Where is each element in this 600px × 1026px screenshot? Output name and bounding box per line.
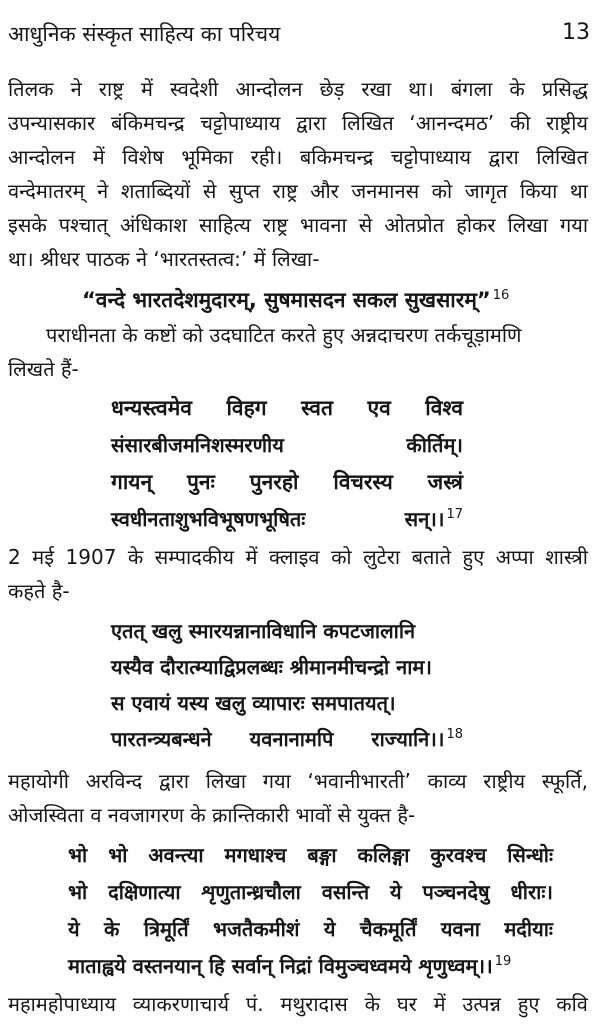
word: भो	[68, 880, 88, 904]
word: और	[310, 179, 339, 203]
text-line	[8, 174, 588, 208]
word: भावना	[300, 213, 347, 237]
word: व्याकरणाचार्य	[132, 992, 230, 1016]
word: कुरवश्च	[430, 843, 487, 867]
word: द्वारा	[158, 769, 190, 793]
text-line	[8, 208, 588, 242]
word: बंगला	[450, 77, 493, 101]
word: मदीयाः	[504, 917, 553, 941]
word: स्वदेशी	[170, 77, 219, 101]
word: इसके	[8, 213, 47, 237]
word: लिखित	[341, 111, 394, 135]
word: ये	[323, 917, 336, 941]
word: हुए	[462, 545, 485, 569]
word: बकिमचन्द्र	[299, 145, 374, 169]
word: के	[509, 77, 525, 101]
word: में	[92, 145, 105, 169]
verse-line	[111, 684, 396, 722]
running-title: आधुनिक संस्कृत साहित्य का परिचय	[8, 22, 281, 46]
word: भजतैकमीशं	[213, 917, 300, 941]
word: मगधाश्च	[224, 843, 287, 867]
quotation-text: “वन्दे भारतदेशमुदारम्, सुषमासदन सकल सुखसारम्”	[82, 288, 491, 312]
word: होकर	[456, 213, 496, 237]
text-line	[8, 140, 588, 174]
word: था।	[408, 77, 434, 101]
footnote-marker: 16	[492, 288, 510, 303]
word: वसन्ति	[321, 880, 370, 904]
word: शताब्दियों	[120, 179, 191, 203]
text-line	[8, 106, 588, 140]
text-line	[8, 987, 588, 1021]
word: जनमानस	[351, 179, 420, 203]
word: पञ्चनदेषु	[422, 880, 490, 904]
word: मई	[32, 545, 55, 569]
word: 2	[8, 545, 21, 569]
word: विशेष	[122, 145, 164, 169]
word: लिखित	[536, 145, 588, 169]
verse-line	[111, 720, 463, 758]
word: कलिङ्गा	[357, 843, 410, 867]
word: राष्ट्रीय	[546, 111, 588, 135]
text-line: ओजस्विता व नवजागरण के क्रान्तिकारी भावों से युक्त है-	[8, 803, 416, 827]
word: सम्पादकीय	[154, 545, 234, 569]
word: कीर्तिम्।	[406, 433, 463, 457]
verse-line	[111, 463, 463, 501]
verse-text: यस्यैव दौरात्म्याद्विप्रलब्धः श्रीमानमीचन्द्रो नाम।	[111, 655, 432, 679]
page-number: 13	[562, 20, 590, 45]
word: भो	[68, 843, 88, 867]
word: शास्त्री	[545, 545, 588, 569]
word: राष्ट्र	[272, 179, 298, 203]
word: स्वत	[301, 396, 333, 420]
word: तिलक	[8, 77, 54, 101]
word: गया	[262, 769, 291, 793]
verse-text: माताह्वये वस्तनयान् हि सर्वान् निद्रां विमुञ्चध्वमये शृणुध्वम्।।	[68, 954, 493, 978]
verse-line	[68, 836, 553, 874]
word: अप्पा	[495, 545, 534, 569]
word: ‘भवानीभारती’	[307, 769, 411, 793]
verse-line	[68, 947, 511, 985]
word: महामहोपाध्याय	[8, 992, 116, 1016]
word: प्रसिद्ध	[541, 77, 588, 101]
word: राष्ट्र	[98, 77, 124, 101]
verse-line	[111, 648, 432, 686]
verse-line	[111, 500, 463, 538]
word: की	[509, 111, 531, 135]
word: त्रिमूर्तिं	[143, 917, 189, 941]
word: उपन्यासकार	[8, 111, 96, 135]
word: अंधिकाश	[119, 213, 187, 237]
word: ओतप्रोत	[384, 213, 445, 237]
word: राष्ट्रीय	[483, 769, 526, 793]
word: भूमिका	[181, 145, 234, 169]
word: से	[202, 179, 217, 203]
word: काव्य	[427, 769, 467, 793]
verse-line	[111, 426, 463, 464]
word: सिन्धोः	[507, 843, 553, 867]
text-line	[8, 72, 588, 106]
word: धीराः।	[510, 880, 553, 904]
word: पश्चात्	[58, 213, 108, 237]
word: पुनरहो	[249, 470, 299, 494]
text-line	[8, 764, 588, 798]
word: बंकिमचन्द्र	[111, 111, 185, 135]
word: 1907	[65, 545, 117, 569]
word: भो	[108, 843, 128, 867]
word: विचरस्य	[333, 470, 393, 494]
word: हुए	[517, 992, 540, 1016]
word: पारतन्त्र्यबन्धने	[111, 727, 212, 751]
verse-line	[68, 910, 553, 948]
word: सन्।। 17	[405, 500, 463, 538]
word: बताते	[411, 545, 452, 569]
word: द्वारा	[296, 111, 327, 135]
word: दक्षिणात्या	[108, 880, 181, 904]
word: घर	[396, 992, 417, 1016]
word: धन्यस्त्वमेव	[111, 396, 192, 420]
verse-text: एतत् खलु स्मारयन्नानाविधानि कपटजालानि	[111, 619, 416, 643]
word: स्वधीनताशुभविभूषणभूषितः	[111, 507, 306, 531]
word: चैकमूर्तिं	[359, 917, 417, 941]
word: के	[364, 992, 381, 1016]
word: द्वारा	[488, 145, 519, 169]
word: यवना	[440, 917, 480, 941]
word: पं.	[245, 992, 264, 1016]
word: पुनः	[187, 470, 215, 494]
word: था	[569, 179, 588, 203]
verse-line	[68, 873, 553, 911]
word: अवन्त्या	[148, 843, 204, 867]
verse-line	[111, 612, 415, 650]
word: में	[140, 77, 153, 101]
page-header	[8, 20, 590, 54]
word: गया	[559, 213, 588, 237]
word: रखा	[361, 77, 392, 101]
word: कवि	[556, 992, 588, 1016]
word: क्लाइव	[268, 545, 320, 569]
word: ‘आनन्दमठ’	[409, 111, 495, 135]
text-line: था। श्रीधर पाठक ने ‘भारतस्तत्व:’ में लिखा-	[8, 247, 320, 271]
word: छेड़	[319, 77, 345, 101]
footnote-marker: 19	[494, 954, 512, 969]
word: राष्ट्र	[262, 213, 288, 237]
word: रही।	[250, 145, 283, 169]
word: शृणुतान्ध्रचौला	[201, 880, 301, 904]
word: साहित्य	[198, 213, 251, 237]
word: ने	[70, 77, 82, 101]
word: गायन्	[111, 470, 153, 494]
word: वन्देमातरम्	[8, 179, 85, 203]
word: लुटेरा	[363, 545, 401, 569]
text-line: पराधीनता के कष्टों को उदघाटित करते हुए अन्नदाचरण तर्कचूड़ामणि	[46, 323, 522, 347]
word: लिखा	[507, 213, 548, 237]
word: महायोगी	[8, 769, 69, 793]
word: आन्दोलन	[8, 145, 76, 169]
word: विहग	[226, 396, 267, 420]
word: चट्टोपाध्याय	[200, 111, 281, 135]
footnote-marker: 18	[446, 727, 463, 742]
quotation	[82, 283, 509, 317]
word: किया	[520, 179, 558, 203]
word: एव	[367, 396, 391, 420]
word: को	[331, 545, 352, 569]
word: जस्त्रं	[427, 470, 463, 494]
word: में	[433, 992, 446, 1016]
word: आन्दोलन	[235, 77, 303, 101]
word: लिखा	[205, 769, 247, 793]
word: चट्टोपाध्याय	[390, 145, 472, 169]
verse-line	[111, 389, 463, 427]
word: सुप्त	[228, 179, 261, 203]
word: के	[127, 545, 144, 569]
word: से	[358, 213, 373, 237]
word: बङ्गा	[307, 843, 337, 867]
word: यवनानामपि	[249, 727, 334, 751]
word: के	[104, 917, 120, 941]
word: स्फूर्ति,	[541, 769, 588, 793]
word: उत्पन्न	[462, 992, 501, 1016]
word: ये	[68, 917, 80, 941]
verse-text: स एवायं यस्य खलु व्यापारः समपातयत्।	[111, 691, 396, 715]
word: मथुरादास	[280, 992, 348, 1016]
word: संसारबीजमनिशस्मरणीय	[111, 433, 284, 457]
word: को	[431, 179, 453, 203]
word: राज्यानि।। 18	[371, 720, 463, 758]
text-line: लिखते हैं-	[8, 357, 79, 381]
word: में	[245, 545, 258, 569]
footnote-marker: 17	[446, 507, 463, 522]
text-line	[8, 540, 588, 574]
word: ये	[390, 880, 402, 904]
word: विश्व	[425, 396, 463, 420]
word: ने	[97, 179, 109, 203]
word: जागृत	[464, 179, 508, 203]
text-line: कहते है-	[8, 579, 70, 603]
word: अरविन्द	[85, 769, 143, 793]
